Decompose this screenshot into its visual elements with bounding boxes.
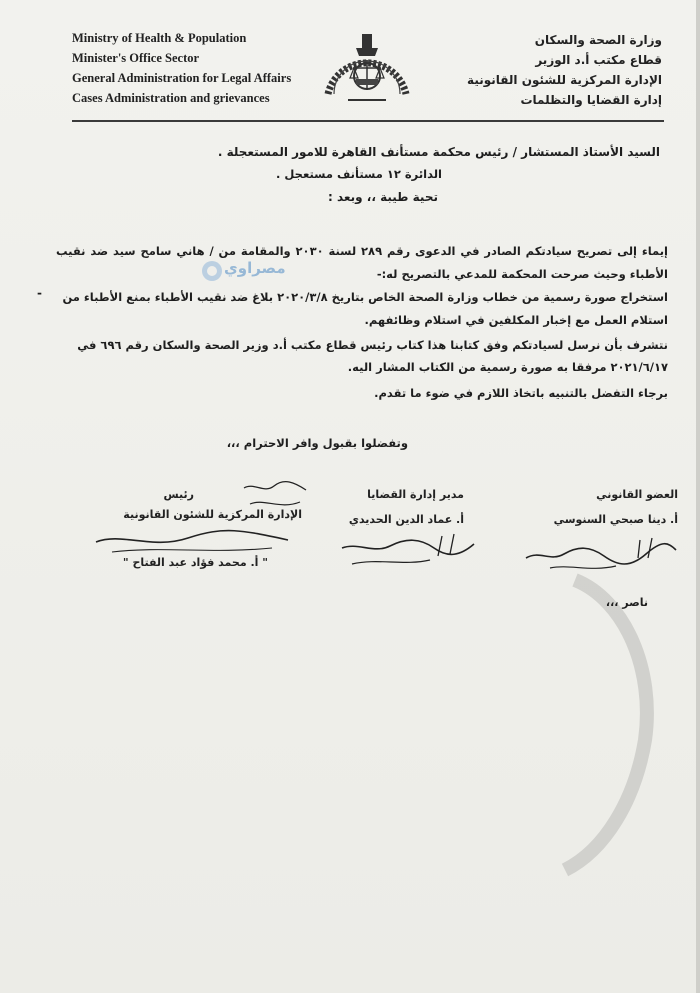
cases-director-title: مدير إدارة القضايا (367, 488, 464, 501)
letterhead-line: Minister's Office Sector (72, 51, 200, 65)
body-paragraph-request (56, 286, 668, 332)
arabic-letterhead (432, 30, 662, 110)
letterhead-line: الإدارة المركزية للشئون القانونية (467, 73, 662, 87)
letterhead-line: إدارة القضايا والتظلمات (520, 93, 662, 107)
handwritten-annotation (240, 478, 310, 518)
ministry-emblem-logo (318, 30, 416, 110)
head-title: رئيس (163, 488, 194, 501)
head-name: " أ. محمد فؤاد عبد الفتاح " (122, 556, 268, 569)
cases-director-name: أ. عماد الدين الحديدي (348, 513, 464, 526)
cases-director-signature (338, 526, 478, 576)
legal-member-name: أ. دينا صبحي السنوسي (553, 513, 678, 526)
footer-initials: ناصر ،،، (605, 596, 648, 609)
bullet-dash: - (37, 286, 42, 300)
page-edge (696, 0, 700, 993)
closing-line: وتفضلوا بقبول وافر الاحترام ،،، (226, 436, 408, 450)
english-letterhead (72, 28, 312, 108)
letterhead-line: Cases Administration and grievances (72, 91, 270, 105)
letterhead-line: وزارة الصحة والسكان (534, 33, 662, 47)
body-paragraph-action: برجاء التفضل بالتنبيه باتخاذ اللازم في ضوء ما تقدم. (374, 386, 668, 400)
greeting-line: تحية طيبة ،، وبعد : (327, 190, 438, 204)
body-paragraph-reference: إيماء إلى تصريح سيادتكم الصادر في الدعوى رقم ٢٨٩ لسنة ٢٠٣٠ والمقامة من / هاني سامح سيد ضد نقيب الأطباء وحيث صرحت المحكمة للمدعي بالتصريح له:- (56, 244, 668, 281)
watermark-text: مصراوي (224, 259, 286, 277)
addressee-line: السيد الأستاذ المستشار / رئيس محكمة مستأنف القاهرة للامور المستعجلة . (217, 145, 660, 159)
letterhead-line: General Administration for Legal Affairs (72, 71, 292, 85)
body-paragraph-attachment: نتشرف بأن نرسل لسيادتكم وفق كتابنا هذا كتاب رئيس قطاع مكتب أ.د وزير الصحة والسكان رقم ٦٩٦ في ٢٠٢١/٦/١٧ مرفقا به صورة رسمية من الكتاب المشار اليه. (77, 338, 668, 374)
court-circuit-line: الدائرة ١٢ مستأنف مستعجل . (276, 167, 442, 181)
letterhead-line: قطاع مكتب أ.د الوزير (535, 53, 662, 67)
legal-member-title: العضو القانوني (596, 488, 678, 501)
head-signature (92, 524, 292, 558)
letterhead-line: Ministry of Health & Population (72, 31, 247, 45)
head-unit: الإدارة المركزية للشئون القانونية (123, 508, 302, 521)
request-text: استخراج صورة رسمية من خطاب وزارة الصحة الخاص بتاريخ ٢٠٢٠/٣/٨ بلاغ ضد نقيب الأطباء بمنع الأطباء من استلام العمل مع إخبار المكلفين في استلام وظائفهم. (62, 290, 668, 327)
header-divider (72, 120, 664, 122)
